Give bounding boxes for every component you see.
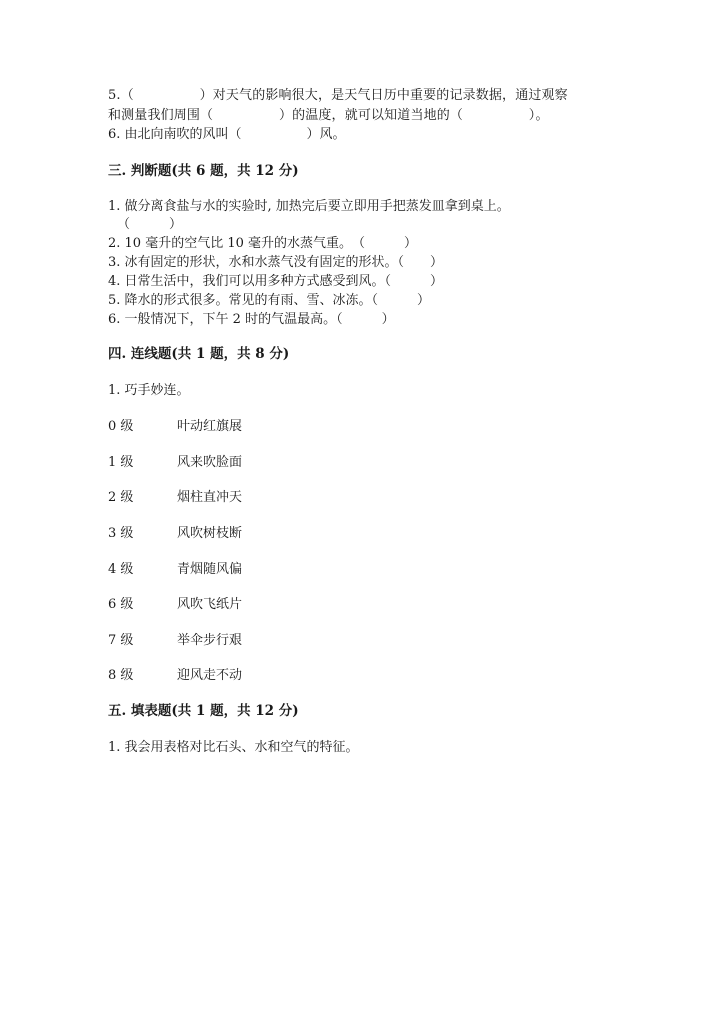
judge-question-5: 5. 降水的形式很多。常见的有雨、雪、冰冻。（ ）: [108, 293, 431, 308]
wind-level-label: 8 级: [108, 668, 134, 683]
wind-level-label: 4 级: [108, 562, 134, 577]
wind-level-label: 3 级: [108, 526, 134, 541]
wind-level-label: 2 级: [108, 490, 134, 505]
judge-question-3: 3. 冰有固定的形状，水和水蒸气没有固定的形状。（ ）: [108, 255, 444, 270]
fill-question-6: 6. 由北向南吹的风叫（ ）风。: [108, 127, 346, 142]
judge-question-6: 6. 一般情况下，下午 2 时的气温最高。（ ）: [108, 312, 395, 327]
wind-level-label: 1 级: [108, 455, 134, 470]
section-heading-match: 四. 连线题(共 1 题，共 8 分): [108, 346, 290, 362]
judge-question-1: 1. 做分离食盐与水的实验时, 加热完后要立即用手把蒸发皿拿到桌上。: [108, 199, 510, 214]
table-question-1: 1. 我会用表格对比石头、水和空气的特征。: [108, 740, 359, 755]
wind-description: 风吹树枝断: [177, 526, 243, 541]
wind-description: 风吹飞纸片: [177, 597, 243, 612]
fill-question-5-line1: 5.（ ）对天气的影响很大，是天气日历中重要的记录数据，通过观察: [108, 88, 568, 103]
wind-description: 青烟随风偏: [177, 562, 243, 577]
wind-level-label: 7 级: [108, 633, 134, 648]
judge-question-1-blank: （ ）: [117, 217, 183, 232]
section-heading-judge: 三. 判断题(共 6 题，共 12 分): [108, 163, 299, 179]
fill-question-5-line2: 和测量我们周围（ ）的温度，就可以知道当地的（ ）。: [108, 108, 549, 123]
wind-description: 烟柱直冲天: [177, 490, 243, 505]
wind-level-label: 6 级: [108, 597, 134, 612]
wind-description: 举伞步行艰: [177, 633, 243, 648]
wind-description: 风来吹脸面: [177, 455, 243, 470]
judge-question-2: 2. 10 毫升的空气比 10 毫升的水蒸气重。 （ ）: [108, 236, 418, 251]
wind-description: 叶动红旗展: [177, 419, 243, 434]
section-heading-table: 五. 填表题(共 1 题，共 12 分): [108, 703, 299, 719]
judge-question-4: 4. 日常生活中，我们可以用多种方式感受到风。（ ）: [108, 274, 444, 289]
match-question-1: 1. 巧手妙连。: [108, 383, 190, 398]
wind-level-label: 0 级: [108, 419, 134, 434]
wind-description: 迎风走不动: [177, 668, 243, 683]
